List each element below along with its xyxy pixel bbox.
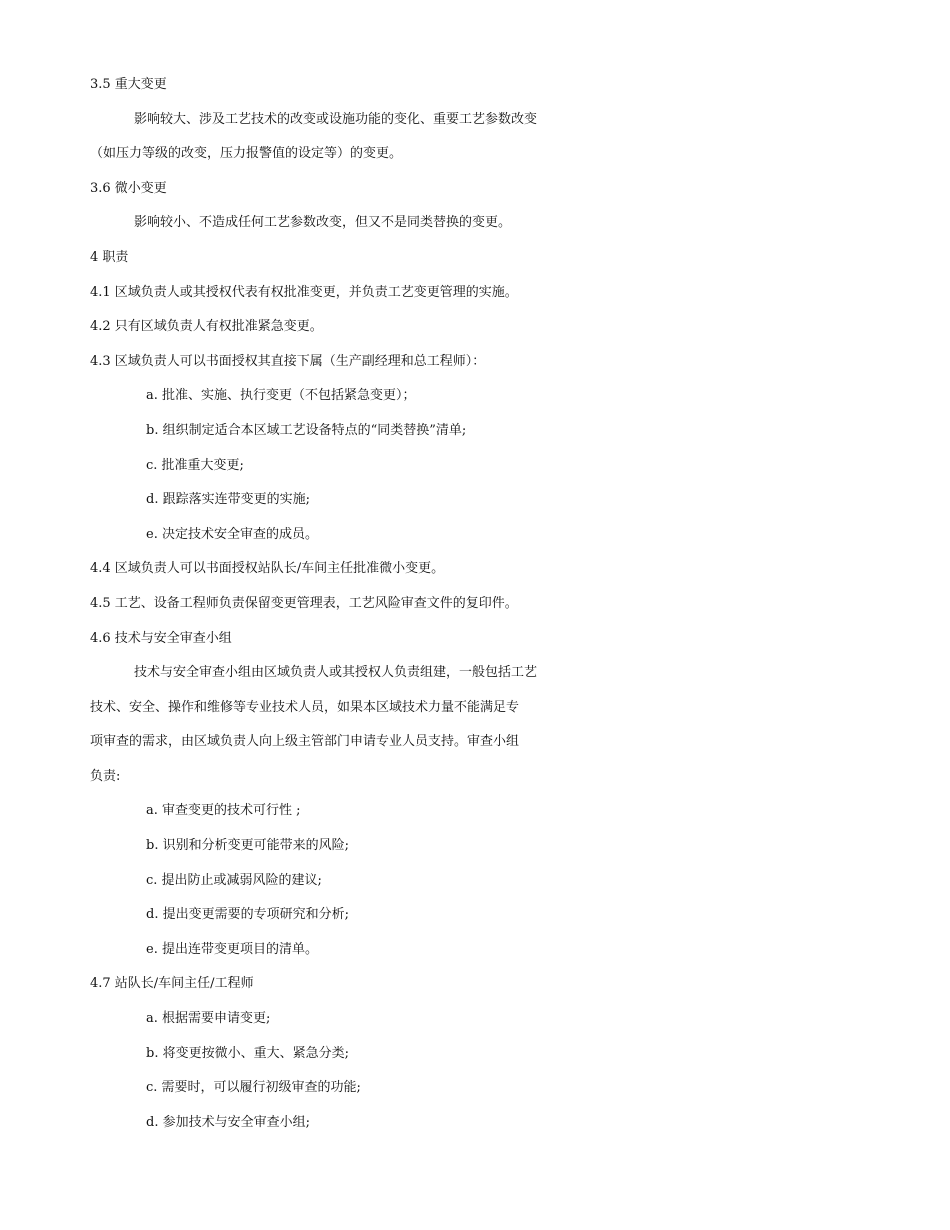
list-item: e. 决定技术安全审查的成员。 (146, 526, 318, 542)
paragraph-line: 技术、安全、操作和维修等专业技术人员，如果本区域技术力量不能满足专 (90, 699, 520, 715)
section-heading: 4 职责 (90, 249, 129, 265)
section-heading: 3.5 重大变更 (90, 77, 167, 92)
list-item: c. 批准重大变更; (146, 457, 244, 473)
paragraph-line: （如压力等级的改变，压力报警值的设定等）的变更。 (90, 146, 403, 162)
paragraph-line: 技术与安全审查小组由区域负责人或其授权人负责组建，一般包括工艺 (134, 665, 538, 681)
list-item: b. 识别和分析变更可能带来的风险; (146, 838, 349, 854)
list-item: c. 提出防止或减弱风险的建议; (146, 872, 322, 888)
document-page (0, 68, 950, 1140)
section-heading: 4.1 区域负责人或其授权代表有权批准变更，并负责工艺变更管理的实施。 (90, 284, 518, 300)
list-item: a. 批准、实施、执行变更（不包括紧急变更）； (146, 388, 416, 404)
list-item: d. 提出变更需要的专项研究和分析; (146, 907, 349, 923)
paragraph-line: 影响较大、涉及工艺技术的改变或设施功能的变化、重要工艺参数改变 (134, 111, 538, 127)
section-heading: 4.3 区域负责人可以书面授权其直接下属（生产副经理和总工程师）： (90, 353, 486, 369)
section-heading: 4.4 区域负责人可以书面授权站队长/车间主任批准微小变更。 (90, 561, 445, 577)
list-item: c. 需要时，可以履行初级审查的功能; (146, 1080, 361, 1096)
list-item: a. 根据需要申请变更; (146, 1011, 271, 1027)
list-item: b. 将变更按微小、重大、紧急分类; (146, 1045, 349, 1061)
list-item: d. 参加技术与安全审查小组; (146, 1114, 310, 1130)
paragraph-line: 项审查的需求，由区域负责人向上级主管部门申请专业人员支持。审查小组 (90, 734, 520, 750)
paragraph-line: 负责: (90, 768, 121, 784)
section-heading: 3.6 微小变更 (90, 180, 167, 196)
list-item: d. 跟踪落实连带变更的实施; (146, 492, 310, 508)
paragraph-line: 影响较小、不造成任何工艺参数改变，但又不是同类替换的变更。 (134, 215, 512, 231)
list-item: e. 提出连带变更项目的清单。 (146, 941, 318, 957)
section-heading: 4.6 技术与安全审查小组 (90, 630, 232, 646)
section-heading: 4.7 站队长/车间主任/工程师 (90, 976, 254, 992)
section-heading: 4.5 工艺、设备工程师负责保留变更管理表，工艺风险审查文件的复印件。 (90, 595, 518, 611)
list-item: a. 审查变更的技术可行性 ; (146, 803, 301, 819)
section-heading: 4.2 只有区域负责人有权批准紧急变更。 (90, 319, 323, 335)
list-item: b. 组织制定适合本区域工艺设备特点的“同类替换”清单; (146, 422, 467, 438)
